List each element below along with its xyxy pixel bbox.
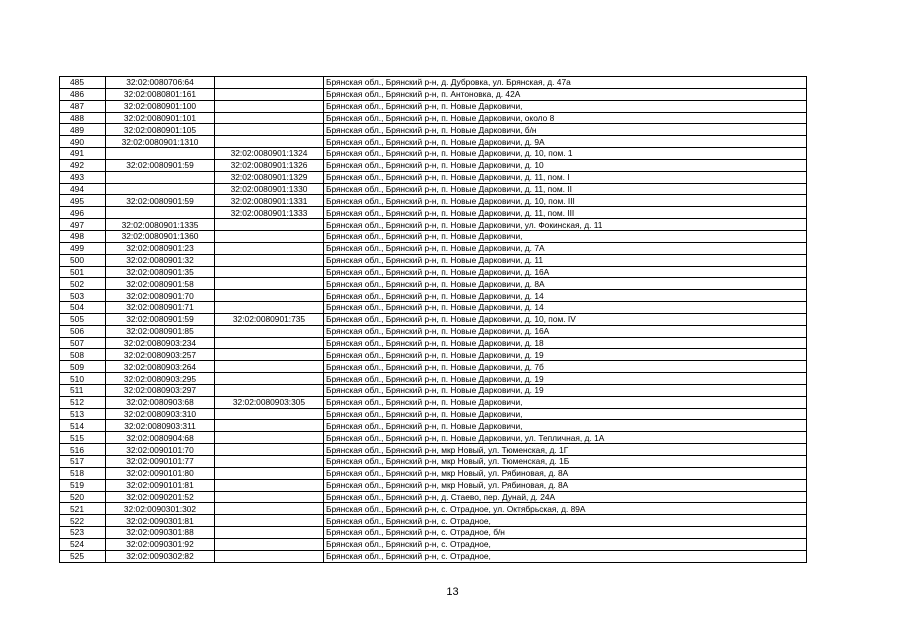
row-number-cell: 504 (60, 302, 106, 314)
address-cell: Брянская обл., Брянский р-н, п. Новые Дарковичи, около 8 (324, 112, 807, 124)
address-cell: Брянская обл., Брянский р-н, с. Отрадное, ул. Октябрьская, д. 89А (324, 503, 807, 515)
row-number-cell: 494 (60, 183, 106, 195)
related-cadastral-number-cell (215, 479, 324, 491)
cadastral-number-cell: 32:02:0080901:35 (106, 266, 215, 278)
cadastral-number-cell: 32:02:0080903:311 (106, 420, 215, 432)
address-cell: Брянская обл., Брянский р-н, д. Дубровка, ул. Брянская, д. 47а (324, 77, 807, 89)
row-number-cell: 521 (60, 503, 106, 515)
related-cadastral-number-cell (215, 325, 324, 337)
address-cell: Брянская обл., Брянский р-н, мкр Новый, ул. Тюменская, д. 1Г (324, 444, 807, 456)
related-cadastral-number-cell (215, 503, 324, 515)
address-cell: Брянская обл., Брянский р-н, п. Новые Дарковичи, д. 8А (324, 278, 807, 290)
table-row (60, 183, 807, 195)
related-cadastral-number-cell: 32:02:0080903:305 (215, 396, 324, 408)
table-row (60, 467, 807, 479)
cadastral-number-cell: 32:02:0080901:23 (106, 242, 215, 254)
row-number-cell: 495 (60, 195, 106, 207)
cadastral-number-cell: 32:02:0080903:295 (106, 373, 215, 385)
address-cell: Брянская обл., Брянский р-н, п. Новые Дарковичи, (324, 420, 807, 432)
row-number-cell: 511 (60, 384, 106, 396)
cadastral-number-cell: 32:02:0080901:1360 (106, 230, 215, 242)
related-cadastral-number-cell (215, 337, 324, 349)
address-cell: Брянская обл., Брянский р-н, п. Новые Дарковичи, д. 10, пом. III (324, 195, 807, 207)
related-cadastral-number-cell (215, 77, 324, 89)
address-cell: Брянская обл., Брянский р-н, п. Новые Дарковичи, (324, 230, 807, 242)
table-row (60, 479, 807, 491)
table-row (60, 148, 807, 160)
table-row (60, 313, 807, 325)
related-cadastral-number-cell (215, 124, 324, 136)
cadastral-number-cell: 32:02:0090101:80 (106, 467, 215, 479)
address-cell: Брянская обл., Брянский р-н, п. Новые Дарковичи, д. 14 (324, 290, 807, 302)
address-cell: Брянская обл., Брянский р-н, п. Новые Дарковичи, д. 7А (324, 242, 807, 254)
table-row (60, 171, 807, 183)
cadastral-number-cell: 32:02:0090301:88 (106, 527, 215, 539)
related-cadastral-number-cell (215, 242, 324, 254)
table-row (60, 491, 807, 503)
row-number-cell: 500 (60, 254, 106, 266)
cadastral-number-cell: 32:02:0080901:58 (106, 278, 215, 290)
related-cadastral-number-cell (215, 230, 324, 242)
address-cell: Брянская обл., Брянский р-н, с. Отрадное, б/н (324, 527, 807, 539)
table-row (60, 159, 807, 171)
address-cell: Брянская обл., Брянский р-н, п. Новые Дарковичи, д. 10 (324, 159, 807, 171)
table-row (60, 77, 807, 89)
related-cadastral-number-cell (215, 384, 324, 396)
related-cadastral-number-cell: 32:02:0080901:735 (215, 313, 324, 325)
cadastral-number-cell: 32:02:0090101:77 (106, 456, 215, 468)
address-cell: Брянская обл., Брянский р-н, п. Новые Дарковичи, д. 16А (324, 325, 807, 337)
table-row (60, 254, 807, 266)
row-number-cell: 513 (60, 408, 106, 420)
cadastral-number-cell: 32:02:0080801:161 (106, 88, 215, 100)
row-number-cell: 512 (60, 396, 106, 408)
table-row (60, 266, 807, 278)
related-cadastral-number-cell (215, 444, 324, 456)
address-cell: Брянская обл., Брянский р-н, п. Новые Дарковичи, ул. Фокинская, д. 11 (324, 219, 807, 231)
row-number-cell: 517 (60, 456, 106, 468)
row-number-cell: 520 (60, 491, 106, 503)
address-cell: Брянская обл., Брянский р-н, п. Новые Дарковичи, д. 19 (324, 373, 807, 385)
table-row (60, 325, 807, 337)
table-row (60, 88, 807, 100)
table-row (60, 538, 807, 550)
row-number-cell: 496 (60, 207, 106, 219)
address-cell: Брянская обл., Брянский р-н, мкр Новый, ул. Рябиновая, д. 8А (324, 479, 807, 491)
row-number-cell: 486 (60, 88, 106, 100)
table-row (60, 444, 807, 456)
related-cadastral-number-cell (215, 491, 324, 503)
row-number-cell: 493 (60, 171, 106, 183)
row-number-cell: 518 (60, 467, 106, 479)
table-row (60, 527, 807, 539)
row-number-cell: 506 (60, 325, 106, 337)
cadastral-number-cell: 32:02:0080903:264 (106, 361, 215, 373)
cadastral-number-cell: 32:02:0080901:59 (106, 195, 215, 207)
address-cell: Брянская обл., Брянский р-н, п. Новые Дарковичи, д. 10, пом. IV (324, 313, 807, 325)
related-cadastral-number-cell (215, 136, 324, 148)
address-cell: Брянская обл., Брянский р-н, с. Отрадное, (324, 515, 807, 527)
row-number-cell: 501 (60, 266, 106, 278)
related-cadastral-number-cell: 32:02:0080901:1330 (215, 183, 324, 195)
cadastral-number-cell: 32:02:0090302:82 (106, 550, 215, 562)
table-row (60, 207, 807, 219)
table-row (60, 195, 807, 207)
related-cadastral-number-cell (215, 456, 324, 468)
table-row (60, 278, 807, 290)
document-table (59, 76, 807, 563)
related-cadastral-number-cell: 32:02:0080901:1331 (215, 195, 324, 207)
related-cadastral-number-cell (215, 88, 324, 100)
row-number-cell: 509 (60, 361, 106, 373)
cadastral-number-cell: 32:02:0080901:71 (106, 302, 215, 314)
cadastral-number-cell (106, 207, 215, 219)
address-cell: Брянская обл., Брянский р-н, п. Новые Дарковичи, д. 16А (324, 266, 807, 278)
related-cadastral-number-cell (215, 219, 324, 231)
table-row (60, 503, 807, 515)
table-row (60, 242, 807, 254)
table-row (60, 124, 807, 136)
related-cadastral-number-cell (215, 112, 324, 124)
related-cadastral-number-cell (215, 515, 324, 527)
table-row (60, 136, 807, 148)
related-cadastral-number-cell (215, 349, 324, 361)
table-row (60, 515, 807, 527)
cadastral-number-cell: 32:02:0090101:70 (106, 444, 215, 456)
table-row (60, 302, 807, 314)
table-row (60, 384, 807, 396)
address-cell: Брянская обл., Брянский р-н, п. Новые Дарковичи, ул. Тепличная, д. 1А (324, 432, 807, 444)
related-cadastral-number-cell (215, 373, 324, 385)
row-number-cell: 487 (60, 100, 106, 112)
address-cell: Брянская обл., Брянский р-н, мкр Новый, ул. Тюменская, д. 1Б (324, 456, 807, 468)
row-number-cell: 505 (60, 313, 106, 325)
row-number-cell: 488 (60, 112, 106, 124)
address-cell: Брянская обл., Брянский р-н, п. Новые Дарковичи, д. 19 (324, 384, 807, 396)
address-cell: Брянская обл., Брянский р-н, п. Новые Дарковичи, д. 19 (324, 349, 807, 361)
row-number-cell: 508 (60, 349, 106, 361)
cadastral-number-cell: 32:02:0080706:64 (106, 77, 215, 89)
related-cadastral-number-cell: 32:02:0080901:1326 (215, 159, 324, 171)
page-number: 13 (446, 586, 459, 598)
related-cadastral-number-cell: 32:02:0080901:1333 (215, 207, 324, 219)
table-body (60, 77, 807, 563)
address-cell: Брянская обл., Брянский р-н, с. Отрадное, (324, 550, 807, 562)
address-cell: Брянская обл., Брянский р-н, п. Новые Дарковичи, д. 11, пом. III (324, 207, 807, 219)
row-number-cell: 485 (60, 77, 106, 89)
row-number-cell: 497 (60, 219, 106, 231)
row-number-cell: 489 (60, 124, 106, 136)
related-cadastral-number-cell (215, 550, 324, 562)
cadastral-number-cell (106, 171, 215, 183)
row-number-cell: 507 (60, 337, 106, 349)
row-number-cell: 525 (60, 550, 106, 562)
cadastral-number-cell (106, 148, 215, 160)
address-cell: Брянская обл., Брянский р-н, п. Новые Дарковичи, (324, 100, 807, 112)
row-number-cell: 503 (60, 290, 106, 302)
row-number-cell: 524 (60, 538, 106, 550)
cadastral-number-cell: 32:02:0080903:68 (106, 396, 215, 408)
row-number-cell: 519 (60, 479, 106, 491)
cadastral-number-cell: 32:02:0080901:32 (106, 254, 215, 266)
address-cell: Брянская обл., Брянский р-н, п. Новые Дарковичи, д. 14 (324, 302, 807, 314)
address-cell: Брянская обл., Брянский р-н, п. Новые Дарковичи, д. 18 (324, 337, 807, 349)
cadastral-number-cell: 32:02:0080901:105 (106, 124, 215, 136)
address-cell: Брянская обл., Брянский р-н, мкр Новый, ул. Рябиновая, д. 8А (324, 467, 807, 479)
address-cell: Брянская обл., Брянский р-н, с. Отрадное, (324, 538, 807, 550)
related-cadastral-number-cell (215, 100, 324, 112)
address-cell: Брянская обл., Брянский р-н, п. Новые Дарковичи, д. 11 (324, 254, 807, 266)
row-number-cell: 514 (60, 420, 106, 432)
row-number-cell: 499 (60, 242, 106, 254)
cadastral-number-cell: 32:02:0080901:85 (106, 325, 215, 337)
row-number-cell: 515 (60, 432, 106, 444)
address-cell: Брянская обл., Брянский р-н, п. Новые Дарковичи, (324, 396, 807, 408)
row-number-cell: 523 (60, 527, 106, 539)
cadastral-number-cell: 32:02:0080901:59 (106, 159, 215, 171)
cadastral-number-cell: 32:02:0080901:70 (106, 290, 215, 302)
related-cadastral-number-cell (215, 302, 324, 314)
cadastral-number-cell: 32:02:0090301:92 (106, 538, 215, 550)
table-row (60, 219, 807, 231)
table-row (60, 432, 807, 444)
address-cell: Брянская обл., Брянский р-н, п. Антоновка, д. 42А (324, 88, 807, 100)
table-row (60, 290, 807, 302)
table-row (60, 349, 807, 361)
address-cell: Брянская обл., Брянский р-н, п. Новые Дарковичи, д. 11, пом. II (324, 183, 807, 195)
row-number-cell: 510 (60, 373, 106, 385)
row-number-cell: 522 (60, 515, 106, 527)
table-row (60, 100, 807, 112)
related-cadastral-number-cell (215, 266, 324, 278)
address-cell: Брянская обл., Брянский р-н, п. Новые Дарковичи, д. 9А (324, 136, 807, 148)
cadastral-number-cell: 32:02:0080901:1335 (106, 219, 215, 231)
table-row (60, 420, 807, 432)
cadastral-number-cell: 32:02:0080901:100 (106, 100, 215, 112)
cadastral-number-cell: 32:02:0080904:68 (106, 432, 215, 444)
related-cadastral-number-cell: 32:02:0080901:1329 (215, 171, 324, 183)
row-number-cell: 491 (60, 148, 106, 160)
table-row (60, 337, 807, 349)
table-row (60, 112, 807, 124)
cadastral-number-cell: 32:02:0080901:101 (106, 112, 215, 124)
related-cadastral-number-cell (215, 538, 324, 550)
table-row (60, 550, 807, 562)
cadastral-number-cell: 32:02:0090101:81 (106, 479, 215, 491)
row-number-cell: 492 (60, 159, 106, 171)
table-row (60, 361, 807, 373)
related-cadastral-number-cell (215, 254, 324, 266)
table-row (60, 456, 807, 468)
cadastral-number-cell: 32:02:0090201:52 (106, 491, 215, 503)
address-cell: Брянская обл., Брянский р-н, п. Новые Дарковичи, д. 10, пом. 1 (324, 148, 807, 160)
table-row (60, 230, 807, 242)
row-number-cell: 490 (60, 136, 106, 148)
cadastral-number-cell: 32:02:0080903:310 (106, 408, 215, 420)
address-cell: Брянская обл., Брянский р-н, п. Новые Дарковичи, (324, 408, 807, 420)
related-cadastral-number-cell: 32:02:0080901:1324 (215, 148, 324, 160)
related-cadastral-number-cell (215, 361, 324, 373)
cadastral-number-cell: 32:02:0090301:302 (106, 503, 215, 515)
related-cadastral-number-cell (215, 420, 324, 432)
related-cadastral-number-cell (215, 432, 324, 444)
related-cadastral-number-cell (215, 290, 324, 302)
related-cadastral-number-cell (215, 527, 324, 539)
address-cell: Брянская обл., Брянский р-н, п. Новые Дарковичи, д. 7б (324, 361, 807, 373)
table-row (60, 396, 807, 408)
cadastral-number-cell: 32:02:0080903:297 (106, 384, 215, 396)
row-number-cell: 516 (60, 444, 106, 456)
table-row (60, 408, 807, 420)
row-number-cell: 502 (60, 278, 106, 290)
cadastral-number-cell: 32:02:0080901:59 (106, 313, 215, 325)
table-row (60, 373, 807, 385)
address-cell: Брянская обл., Брянский р-н, п. Новые Дарковичи, б/н (324, 124, 807, 136)
related-cadastral-number-cell (215, 408, 324, 420)
cadastral-number-cell: 32:02:0080903:257 (106, 349, 215, 361)
row-number-cell: 498 (60, 230, 106, 242)
address-cell: Брянская обл., Брянский р-н, д. Стаево, пер. Дунай, д. 24А (324, 491, 807, 503)
address-cell: Брянская обл., Брянский р-н, п. Новые Дарковичи, д. 11, пом. I (324, 171, 807, 183)
related-cadastral-number-cell (215, 278, 324, 290)
cadastral-number-cell: 32:02:0090301:81 (106, 515, 215, 527)
cadastral-number-cell: 32:02:0080901:1310 (106, 136, 215, 148)
cadastral-number-cell: 32:02:0080903:234 (106, 337, 215, 349)
cadastral-number-cell (106, 183, 215, 195)
related-cadastral-number-cell (215, 467, 324, 479)
